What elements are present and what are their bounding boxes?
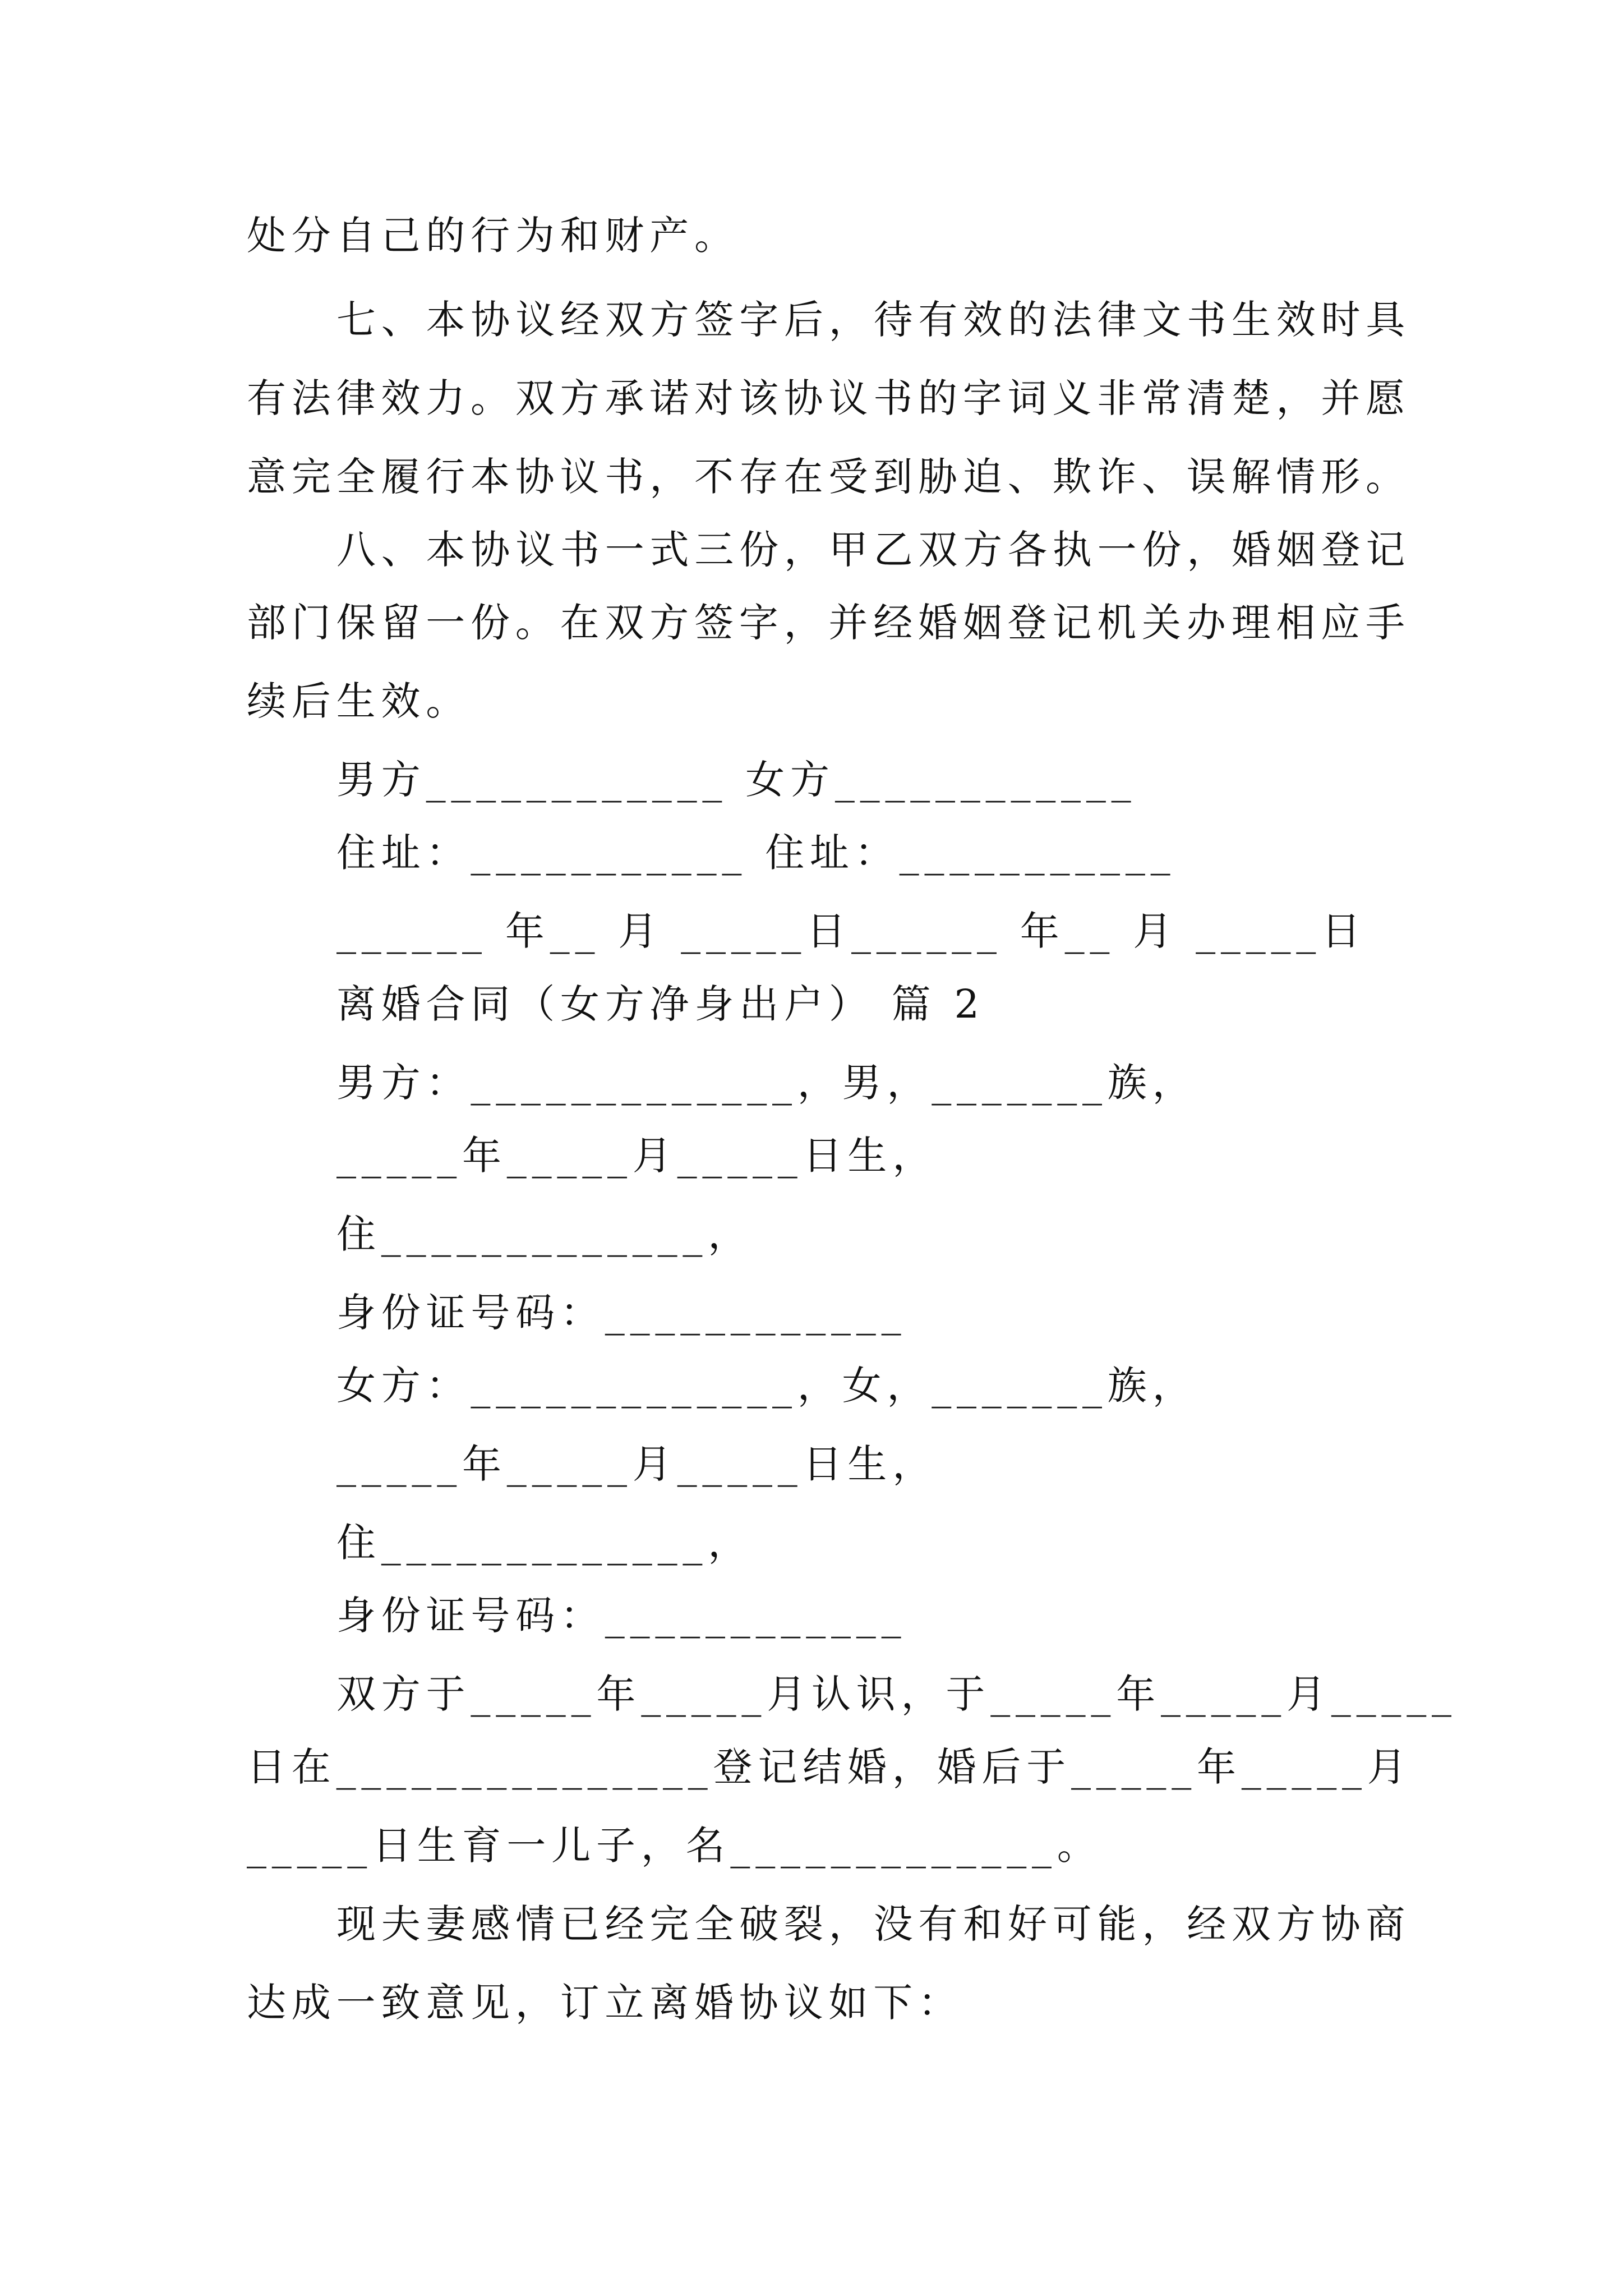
- text-line: 八、本协议书一式三份，甲乙双方各执一份，婚姻登记: [336, 527, 1411, 573]
- text-line: 男方：_____________，男，_______族，: [336, 1060, 1197, 1106]
- date-line: ______ 年__ 月 _____日______ 年__ 月 _____日: [336, 908, 1366, 954]
- text-line: 身份证号码：____________: [336, 1290, 907, 1336]
- text-line: 续后生效。: [247, 678, 471, 724]
- text-line: 七、本协议经双方签字后，待有效的法律文书生效时具: [336, 297, 1411, 343]
- text-line: 女方：_____________，女，_______族，: [336, 1363, 1197, 1409]
- address-line: 住址：___________ 住址：___________: [336, 830, 1176, 876]
- text-line: 现夫妻感情已经完全破裂，没有和好可能，经双方协商: [336, 1901, 1411, 1947]
- text-line: 处分自己的行为和财产。: [247, 213, 739, 259]
- text-line: 住_____________，: [336, 1211, 753, 1257]
- text-line: 达成一致意见，订立离婚协议如下：: [247, 1980, 963, 2026]
- signature-line: 男方____________ 女方____________: [336, 757, 1137, 803]
- text-line: _____日生育一儿子，名_____________。: [247, 1823, 1102, 1869]
- text-line: 部门保留一份。在双方签字，并经婚姻登记机关办理相应手: [247, 600, 1410, 646]
- text-line: 意完全履行本协议书，不存在受到胁迫、欺诈、误解情形。: [247, 454, 1410, 500]
- text-line: 有法律效力。双方承诺对该协议书的字词义非常清楚，并愿: [247, 375, 1410, 421]
- text-line: 身份证号码：____________: [336, 1593, 907, 1639]
- text-line: _____年_____月_____日生，: [336, 1133, 937, 1179]
- section-title: 离婚合同（女方净身出户） 篇 2: [336, 981, 985, 1027]
- text-line: 住_____________，: [336, 1520, 753, 1566]
- text-line: _____年_____月_____日生，: [336, 1441, 937, 1487]
- text-line: 日在_______________登记结婚，婚后于_____年_____月: [247, 1744, 1412, 1790]
- text-line: 双方于_____年_____月认识，于_____年_____月_____: [336, 1671, 1457, 1717]
